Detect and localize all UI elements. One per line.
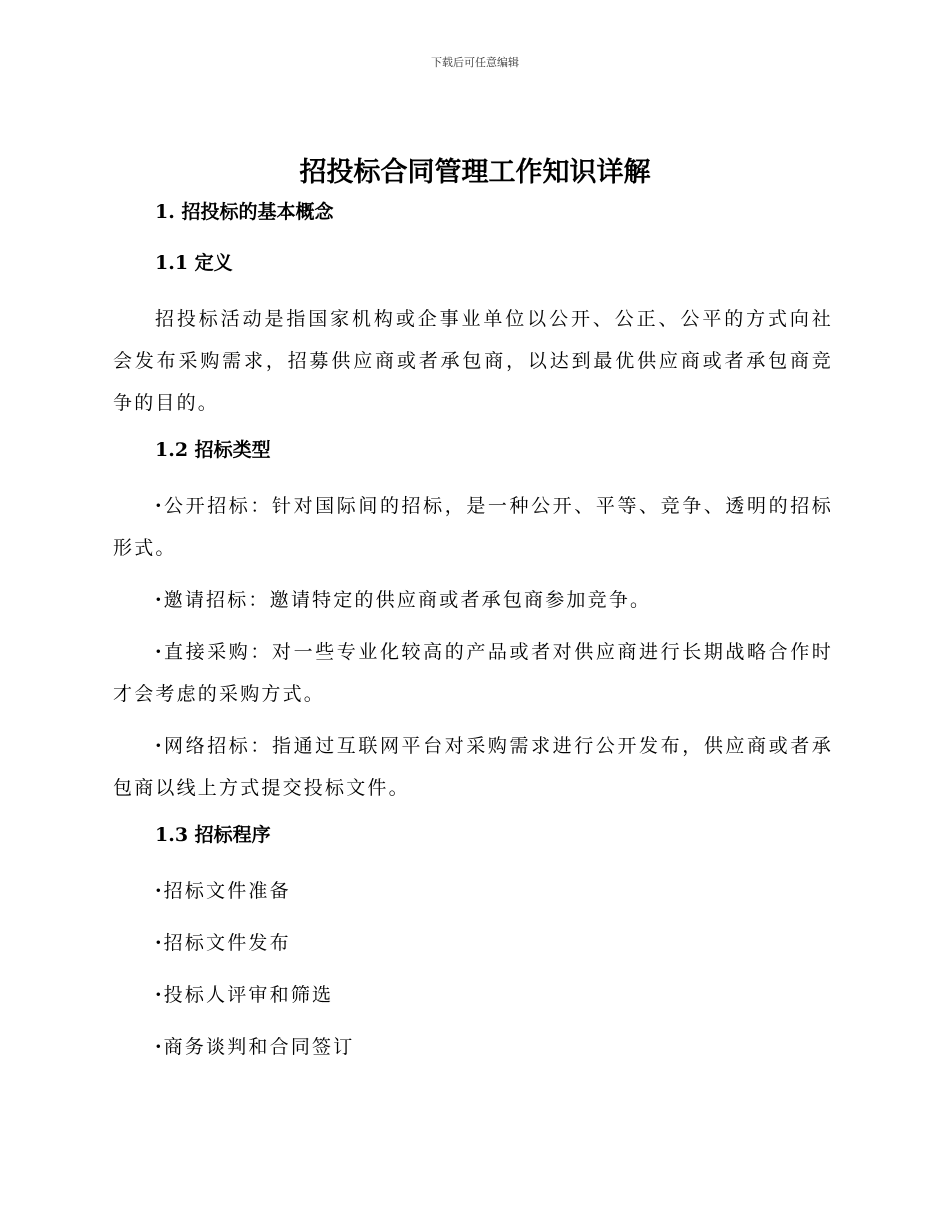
- bullet-dot: ·: [155, 495, 162, 517]
- bullet-text: 公开招标：针对国际间的招标，是一种公开、平等、竞争、透明的招标形式。: [113, 495, 833, 559]
- bullet-dot: ·: [155, 641, 162, 663]
- bullet-item: [113, 1026, 833, 1068]
- document-title: 招投标合同管理工作知识详解: [299, 157, 651, 188]
- bullet-dot: ·: [155, 880, 162, 902]
- bullet-item: [113, 922, 833, 964]
- header-note: 下载后可任意编辑: [431, 56, 519, 69]
- bullet-dot: ·: [155, 1036, 162, 1058]
- subsection-heading-procedure: 1.3 招标程序: [155, 824, 271, 846]
- section-heading: 1. 招投标的基本概念: [155, 201, 334, 223]
- bullet-dot: ·: [155, 589, 162, 611]
- bullet-text: 投标人评审和筛选: [163, 984, 334, 1006]
- bullet-dot: ·: [155, 984, 162, 1006]
- subsection-heading-types: 1.2 招标类型: [155, 439, 271, 461]
- bullet-item: [113, 725, 833, 809]
- bullet-item: [113, 579, 833, 621]
- subsection-heading-definition: 1.1 定义: [155, 252, 233, 274]
- bullet-item: [113, 870, 833, 912]
- bullet-item: [113, 485, 833, 569]
- bullet-text: 商务谈判和合同签订: [163, 1036, 355, 1058]
- definition-paragraph: 招投标活动是指国家机构或企事业单位以公开、公正、公平的方式向社会发布采购需求，招募供应商或者承包商，以达到最优供应商或者承包商竞争的目的。: [113, 308, 833, 414]
- bullet-dot: ·: [155, 735, 162, 757]
- bullet-dot: ·: [155, 932, 162, 954]
- bullet-text: 直接采购：对一些专业化较高的产品或者对供应商进行长期战略合作时才会考虑的采购方式。: [113, 641, 833, 705]
- bullet-text: 网络招标：指通过互联网平台对采购需求进行公开发布，供应商或者承包商以线上方式提交投标文件。: [113, 735, 833, 799]
- bullet-text: 邀请招标：邀请特定的供应商或者承包商参加竞争。: [163, 589, 652, 611]
- bullet-item: [113, 974, 833, 1016]
- document-body: [113, 196, 833, 1078]
- bullet-text: 招标文件准备: [163, 880, 291, 902]
- bullet-item: [113, 631, 833, 715]
- bullet-text: 招标文件发布: [163, 932, 291, 954]
